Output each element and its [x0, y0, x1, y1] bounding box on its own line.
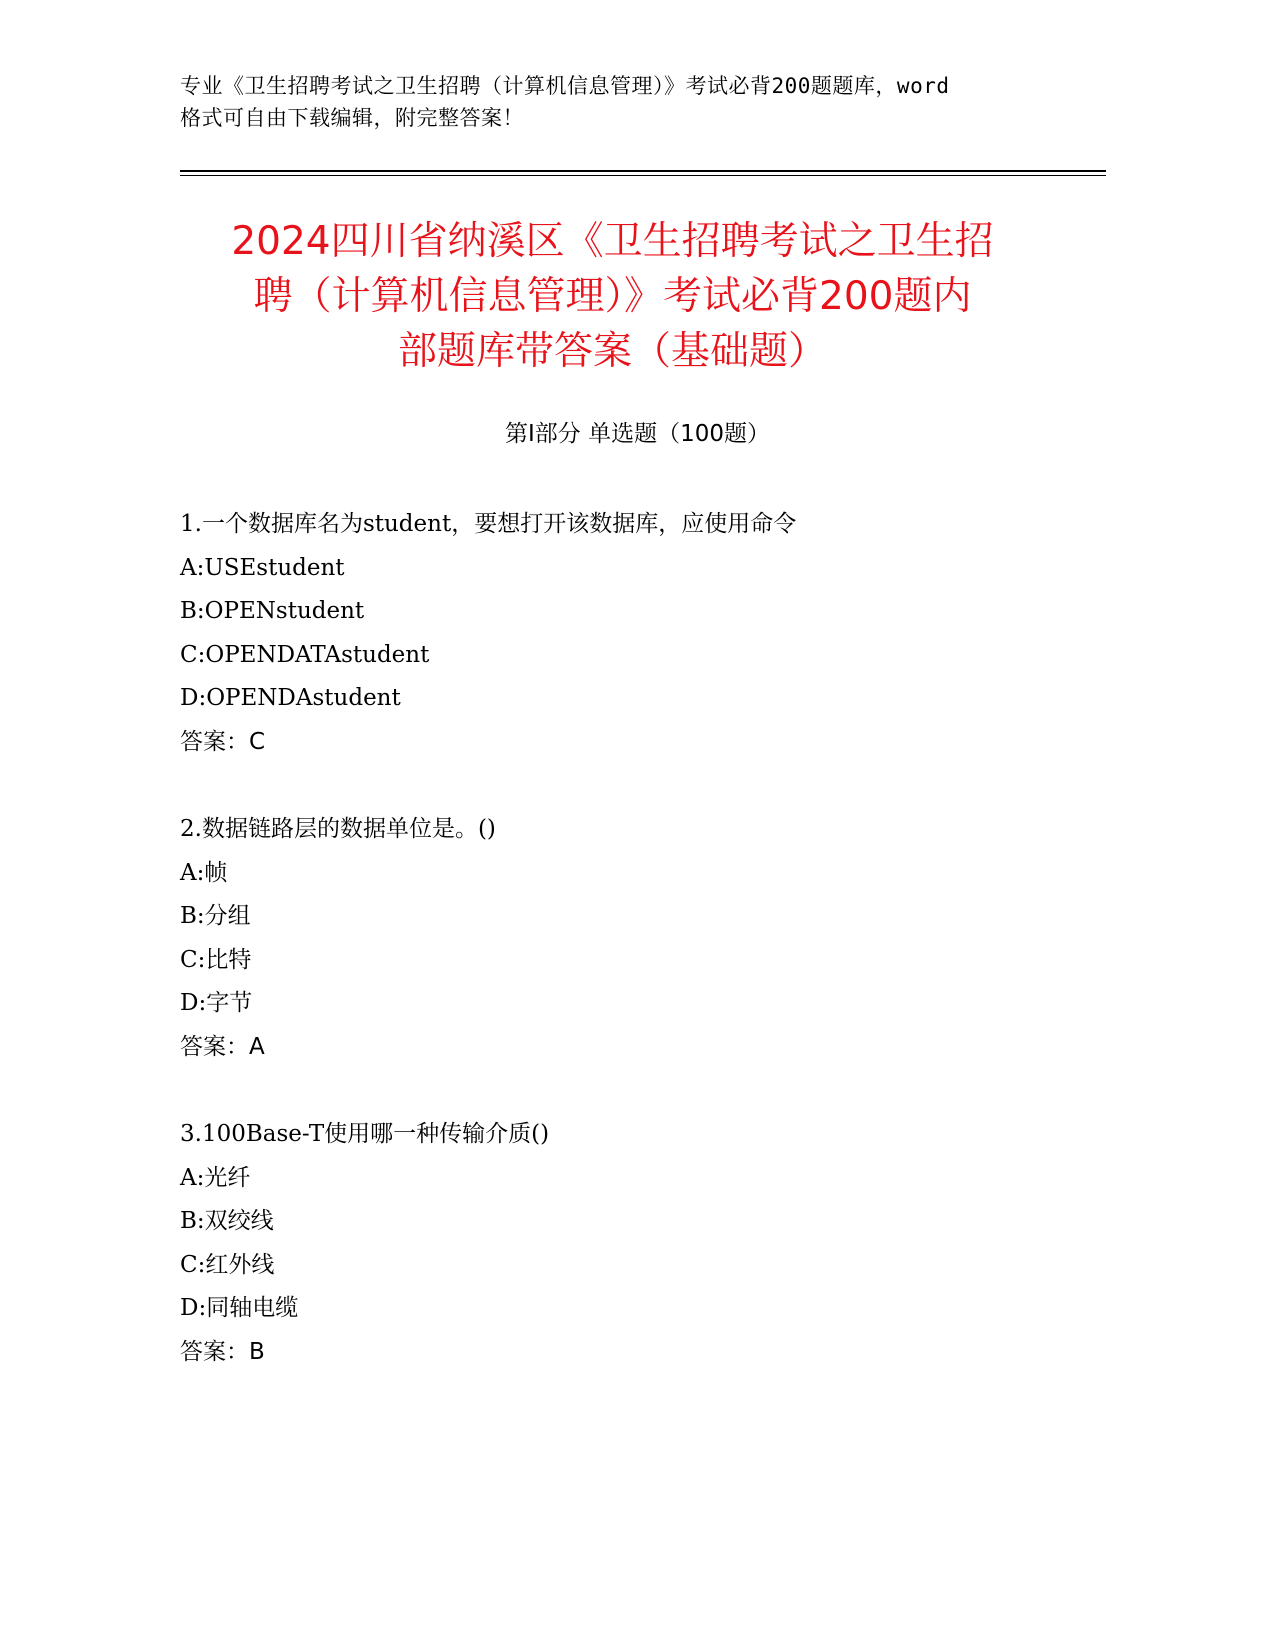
answer-label: 答案：B: [180, 1338, 265, 1365]
section-title: 第Ⅰ部分 单选题（100题）: [505, 421, 770, 447]
option-b: B:双绞线: [180, 1208, 274, 1234]
answer-label: 答案：A: [180, 1033, 265, 1060]
title-line-1: 2024四川省纳溪区《卫生招聘考试之卫生招: [231, 219, 994, 264]
question-1: [180, 503, 1080, 764]
question-2: [180, 808, 1080, 1069]
option-a: A:帧: [180, 859, 228, 886]
option-c: C:红外线: [180, 1251, 275, 1278]
question-stem: 2.数据链路层的数据单位是。(): [180, 816, 496, 842]
question-stem: 3.100Base-T使用哪一种传输介质(): [180, 1121, 550, 1147]
header-divider-thin: [180, 175, 1106, 176]
header-divider-thick: [180, 170, 1106, 172]
option-b: B:分组: [180, 903, 251, 929]
question-stem: 1.一个数据库名为student，要想打开该数据库，应使用命令: [180, 511, 797, 537]
question-3: [180, 1113, 1080, 1374]
answer-label: 答案：C: [180, 728, 266, 755]
option-a: A:USEstudent: [180, 554, 345, 581]
option-b: B:OPENstudent: [180, 598, 365, 624]
option-c: C:OPENDATAstudent: [180, 641, 430, 668]
document-header-note: [180, 70, 1080, 134]
option-a: A:光纤: [180, 1164, 251, 1191]
option-d: D:同轴电缆: [180, 1295, 299, 1321]
document-title: [150, 214, 1075, 379]
option-d: D:OPENDAstudent: [180, 685, 401, 711]
option-d: D:字节: [180, 990, 253, 1016]
header-note-line-2: 格式可自由下载编辑，附完整答案！: [180, 106, 524, 130]
title-line-3: 部题库带答案（基础题）: [397, 329, 827, 374]
option-c: C:比特: [180, 946, 252, 973]
title-line-2: 聘（计算机信息管理）》考试必背200题内: [253, 274, 972, 319]
header-note-line-1: 专业《卫生招聘考试之卫生招聘（计算机信息管理）》考试必背200题题库，word: [180, 74, 950, 98]
